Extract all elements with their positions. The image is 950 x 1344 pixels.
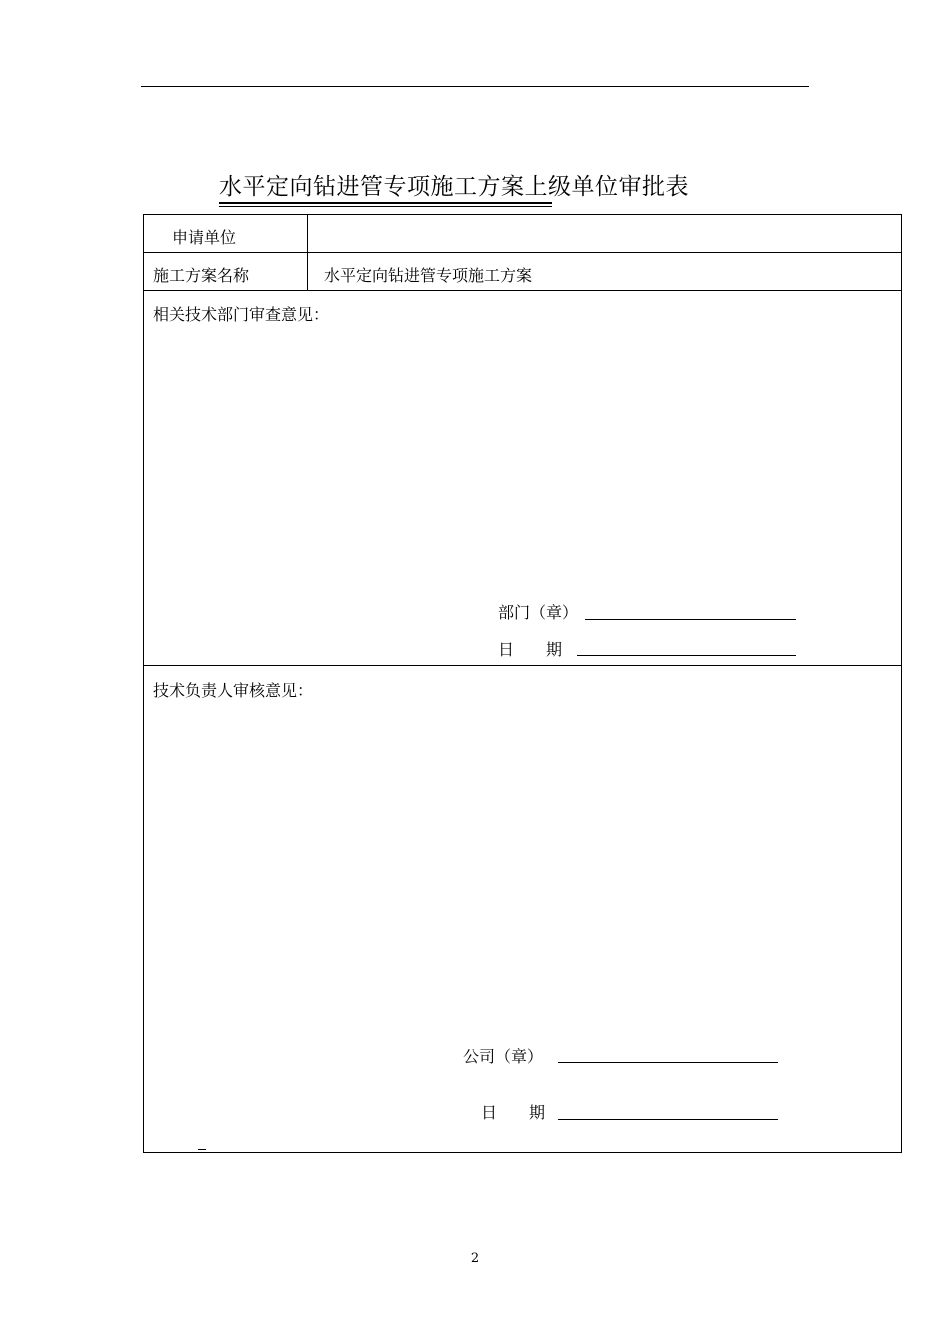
plan-name-value: 水平定向钻进管专项施工方案 — [324, 266, 533, 285]
page-number: 2 — [470, 1251, 480, 1266]
tech-review-label: 技术负责人审核意见： — [153, 681, 314, 700]
dept-review-label: 相关技术部门审查意见： — [153, 305, 330, 324]
company-seal-label: 公司（章） — [463, 1047, 544, 1066]
column-divider — [307, 215, 308, 291]
company-date-label: 日 期 — [481, 1103, 546, 1122]
dept-review-section — [144, 291, 901, 665]
dept-seal-label: 部门（章） — [498, 603, 579, 622]
tech-review-section — [144, 666, 901, 1152]
dept-date-line[interactable] — [577, 655, 796, 656]
dept-date-label: 日 期 — [498, 640, 563, 659]
approval-form-table — [143, 214, 902, 1153]
company-date-line[interactable] — [558, 1119, 778, 1120]
company-seal-signature-line[interactable] — [558, 1062, 778, 1063]
header-rule — [141, 86, 809, 87]
dept-seal-signature-line[interactable] — [585, 619, 796, 620]
plan-name-row — [144, 253, 901, 291]
title-underline — [219, 202, 552, 207]
applicant-unit-row — [144, 215, 901, 253]
page-title: 水平定向钻进管专项施工方案上级单位审批表 — [219, 174, 689, 200]
applicant-unit-label: 申请单位 — [172, 228, 237, 247]
stray-mark — [198, 1149, 206, 1150]
plan-name-label: 施工方案名称 — [153, 266, 250, 285]
